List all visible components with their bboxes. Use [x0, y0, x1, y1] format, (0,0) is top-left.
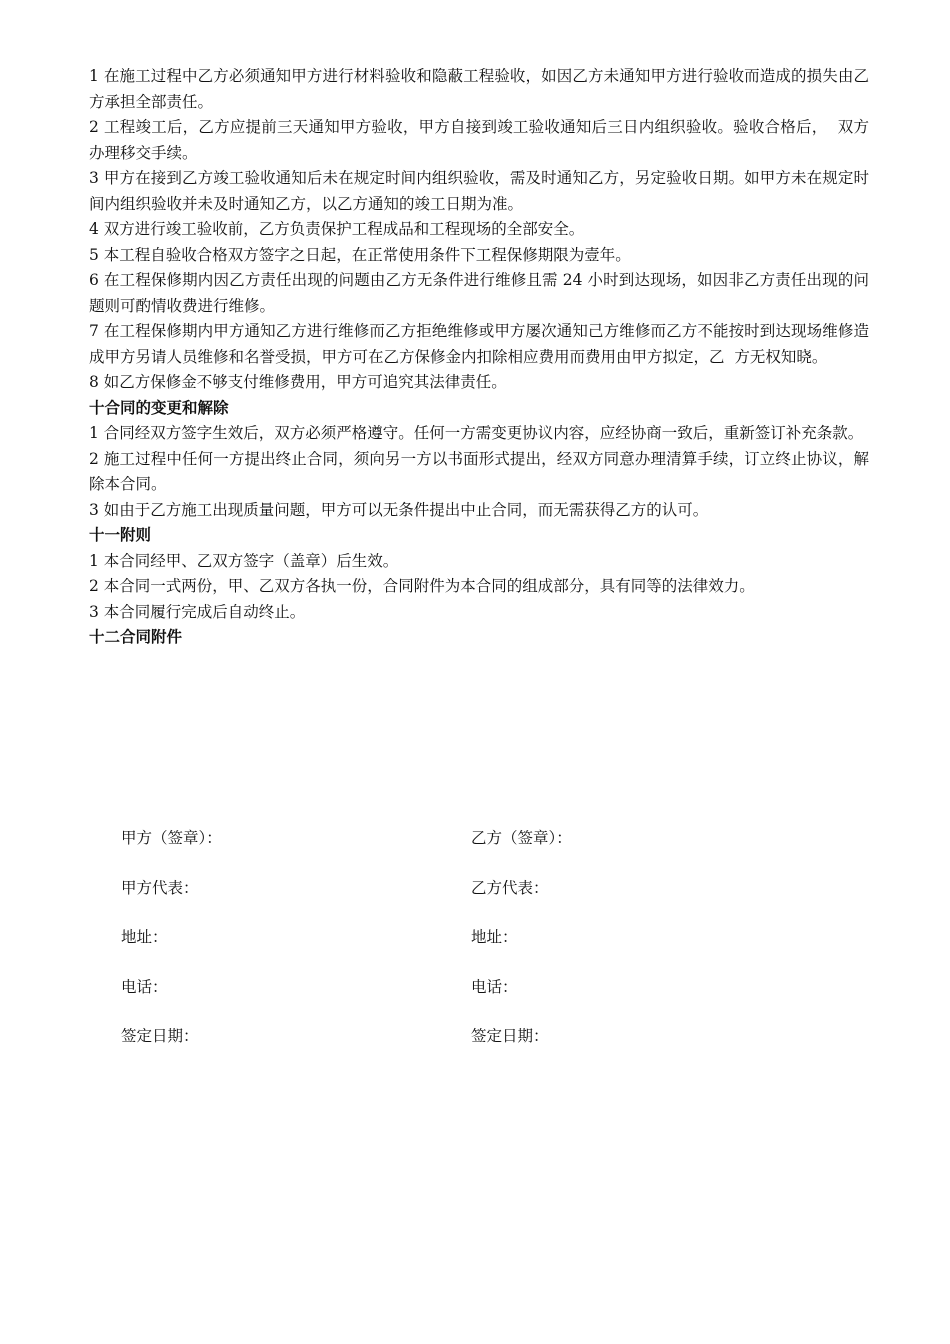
signature-block	[121, 826, 821, 1074]
party-b-address-label: 地址：	[471, 928, 518, 946]
clause-11-3: 3 本合同履行完成后自动终止。	[89, 602, 306, 621]
clause-10-1: 1 合同经双方签字生效后，双方必须严格遵守。任何一方需变更协议内容，应经协商一致后，重新签订补充条款。	[89, 424, 864, 442]
clause-11-2: 2 本合同一式两份，甲、乙双方各执一份，合同附件为本合同的组成部分，具有同等的法律效力。	[89, 577, 755, 595]
party-a-representative-label: 甲方代表：	[121, 878, 199, 897]
clause-9-5: 5 本工程自验收合格双方签字之日起，在正常使用条件下工程保修期限为壹年。	[89, 245, 631, 264]
party-a-phone-label: 电话：	[121, 977, 168, 996]
clause-9-8: 8 如乙方保修金不够支付维修费用，甲方可追究其法律责任。	[89, 373, 507, 391]
signature-row-date	[121, 1024, 821, 1074]
clause-9-4: 4 双方进行竣工验收前，乙方负责保护工程成品和工程现场的全部安全。	[89, 220, 585, 238]
contract-body	[89, 64, 869, 651]
party-b-representative-label: 乙方代表：	[471, 878, 549, 897]
clause-10-2: 2 施工过程中任何一方提出终止合同，须向另一方以书面形式提出，经双方同意办理清算手续，订立终止协议，解除本合同。	[89, 449, 869, 493]
clause-9-6: 6 在工程保修期内因乙方责任出现的问题由乙方无条件进行维修且需 24 小时到达现场，如因非乙方责任出现的问题则可酌情收费进行维修。	[89, 271, 869, 315]
party-b-seal-label: 乙方（签章）：	[471, 829, 572, 847]
clause-9-1: 1 在施工过程中乙方必须通知甲方进行材料验收和隐蔽工程验收，如因乙方未通知甲方进行验收而造成的损失由乙方承担全部责任。	[89, 67, 869, 111]
party-a-date-label: 签定日期：	[121, 1027, 199, 1045]
signature-row-seal	[121, 826, 821, 876]
section-12-title: 十二合同附件	[89, 628, 183, 646]
clause-9-2: 2 工程竣工后，乙方应提前三天通知甲方验收，甲方自接到竣工验收通知后三日内组织验收。验收合格后， 双方办理移交手续。	[89, 118, 869, 162]
signature-row-representative	[121, 876, 821, 926]
clause-9-3: 3 甲方在接到乙方竣工验收通知后未在规定时间内组织验收，需及时通知乙方，另定验收日期。如甲方未在规定时间内组织验收并未及时通知乙方，以乙方通知的竣工日期为准。	[89, 169, 869, 213]
party-a-seal-label: 甲方（签章）：	[121, 829, 222, 847]
party-b-phone-label: 电话：	[471, 977, 518, 996]
section-10-title: 十合同的变更和解除	[89, 398, 229, 417]
party-a-address-label: 地址：	[121, 928, 168, 946]
signature-row-address	[121, 925, 821, 975]
clause-9-7: 7 在工程保修期内甲方通知乙方进行维修而乙方拒绝维修或甲方屡次通知己方维修而乙方不能按时到达现场维修造成甲方另请人员维修和名誉受损，甲方可在乙方保修金内扣除相应费用而费用由甲方拟定，乙 方无权知晓。	[89, 322, 869, 366]
section-11-title: 十一附则	[89, 526, 152, 544]
party-b-date-label: 签定日期：	[471, 1027, 549, 1045]
clause-10-3: 3 如由于乙方施工出现质量问题，甲方可以无条件提出中止合同，而无需获得乙方的认可。	[89, 500, 709, 519]
clause-11-1: 1 本合同经甲、乙双方签字（盖章）后生效。	[89, 551, 399, 570]
signature-row-phone	[121, 975, 821, 1025]
